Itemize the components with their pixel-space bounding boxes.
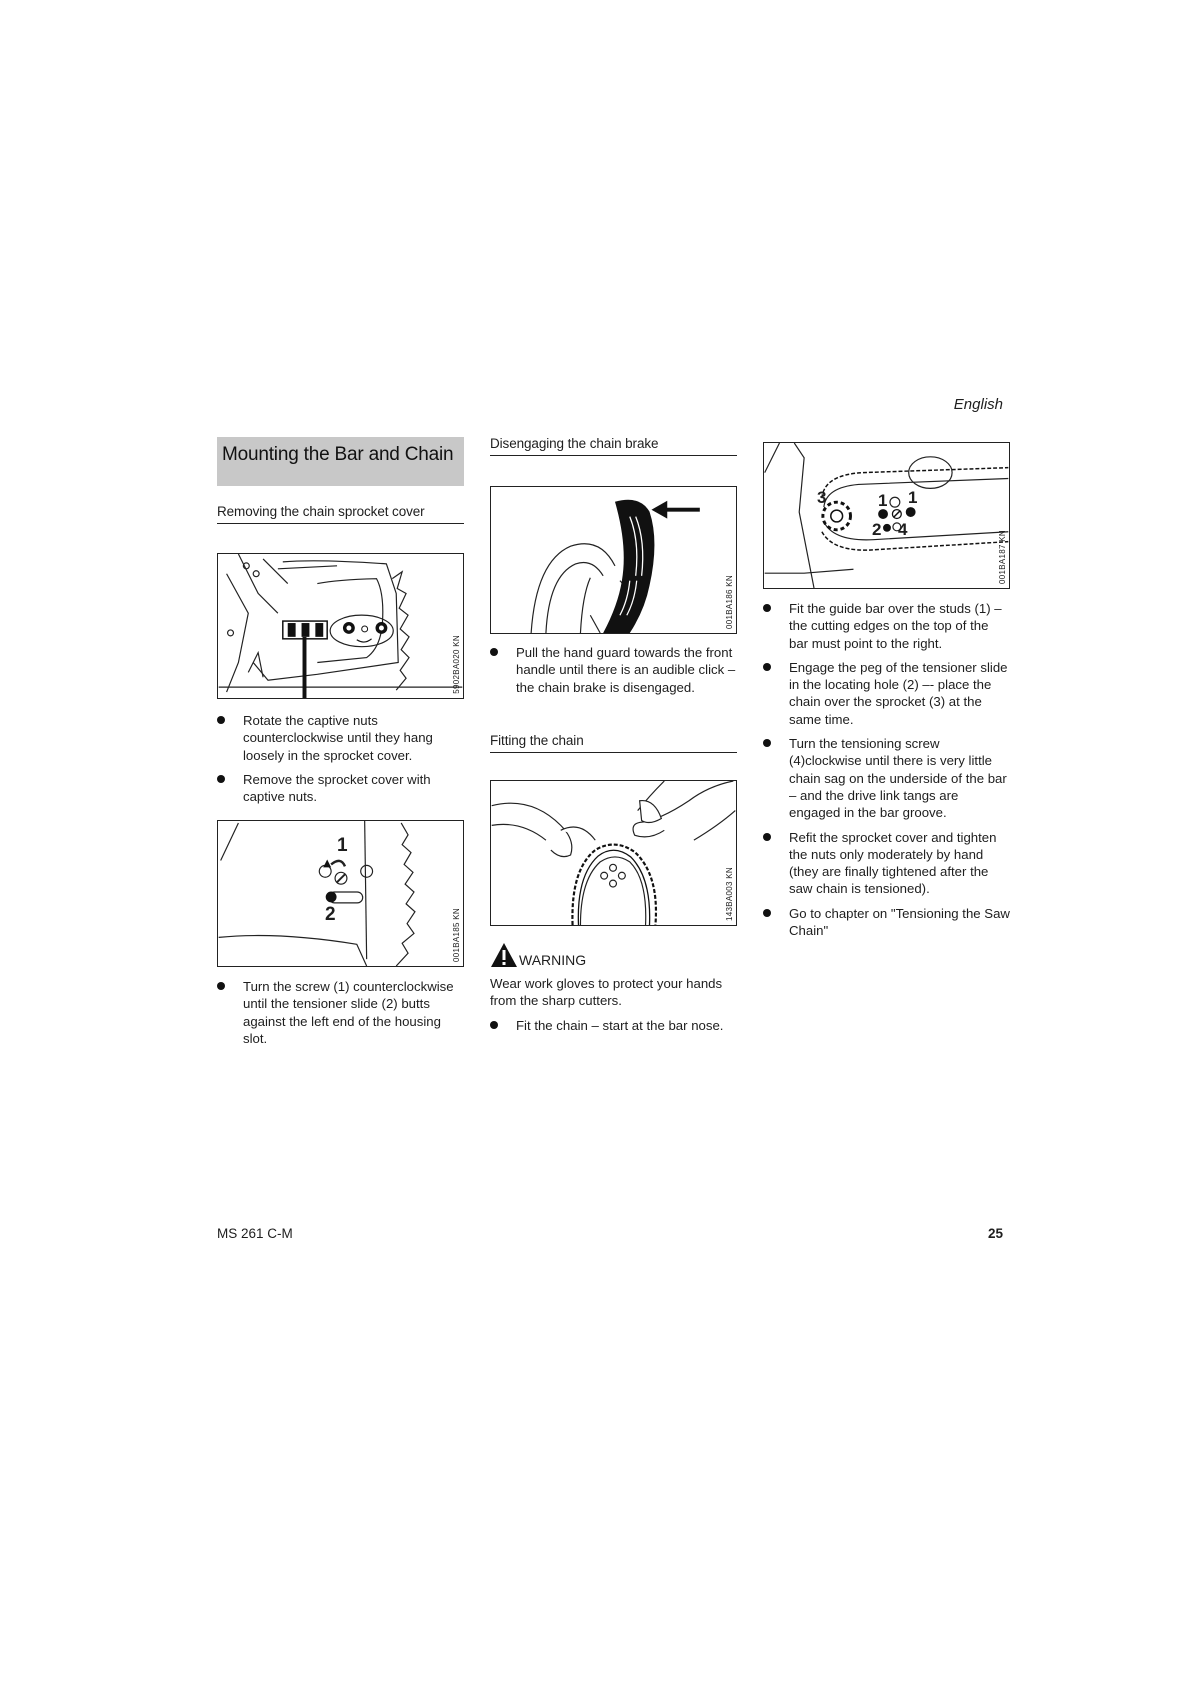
bullet-text: Go to chapter on "Tensioning the Saw Chain"	[789, 905, 1010, 939]
bullet-text: Engage the peg of the tensioner slide in the locating hole (2) –- place the chain over the sprocket (3) at the same time.	[789, 659, 1008, 727]
list-item	[763, 829, 1010, 898]
footer-model: MS 261 C-M	[217, 1226, 293, 1241]
list-item	[217, 978, 464, 1047]
subhead-fitting-chain-wrap	[490, 733, 737, 753]
bullet-icon	[763, 604, 771, 612]
figure-code: 5902BA020 KN	[452, 635, 461, 694]
bullets-1-wrap	[490, 644, 737, 703]
bullet-text: Turn the screw (1) counterclockwise until the tensioner slide (2) butts against the left end of the housing slot.	[243, 979, 454, 1046]
figure-fitting-chain	[490, 780, 737, 926]
callout-label: 2	[325, 904, 336, 925]
bullet-text: Turn the tensioning screw (4)clockwise until there is very little chain sag on the underside of the bar – and the drive link tangs are engaged in the bar groove.	[789, 736, 1007, 821]
col3-bullets-wrap	[763, 600, 1010, 946]
list-item	[763, 905, 1010, 940]
bullet-icon	[217, 775, 225, 783]
page-number: 25	[987, 1226, 1003, 1241]
sprocket-cover-illustration	[218, 554, 463, 698]
column-1	[217, 437, 464, 486]
callout-label: 1	[878, 491, 888, 510]
language-label: English	[953, 396, 1003, 413]
warning-wrap	[490, 942, 737, 1041]
list-item	[763, 735, 1010, 821]
bullet-list	[763, 600, 1010, 939]
warning-icon	[490, 942, 518, 968]
callout-label: 1	[908, 488, 918, 507]
bullet-list	[490, 644, 737, 696]
list-item	[490, 1017, 737, 1034]
subhead-removing-cover: Removing the chain sprocket cover	[217, 504, 464, 524]
bullet-text: Refit the sprocket cover and tighten the nuts only moderately by hand (they are finally tightened after the saw chain is tensioned).	[789, 829, 997, 897]
bullet-text: Fit the guide bar over the studs (1) – the cutting edges on the top of the bar must point to the right.	[789, 601, 1002, 651]
figure-tensioner-screw	[217, 820, 464, 967]
bullet-icon	[763, 663, 771, 671]
list-item	[490, 644, 737, 696]
subhead-removing-cover-wrap	[217, 504, 464, 524]
page-title: Mounting the Bar and Chain	[217, 437, 464, 486]
warning-text: Wear work gloves to protect your hands from the sharp cutters.	[490, 976, 723, 1009]
bullet-list	[217, 978, 464, 1047]
callout-label: 4	[898, 520, 908, 539]
figure-sprocket-cover	[217, 553, 464, 699]
hand-guard-illustration	[491, 487, 736, 633]
bullet-icon	[217, 982, 225, 990]
figure-guide-bar	[763, 442, 1010, 589]
figure-code: 001BA187 KN	[998, 529, 1007, 584]
bullet-icon	[490, 1021, 498, 1029]
callout-label: 1	[337, 835, 348, 856]
list-item	[763, 600, 1010, 652]
list-item	[217, 771, 464, 806]
warning-heading	[490, 942, 737, 968]
figure-chain-brake	[490, 486, 737, 634]
warning-label: WARNING	[519, 952, 587, 968]
bullet-icon	[763, 739, 771, 747]
callout-label: 2	[872, 520, 882, 539]
bullet-text: Pull the hand guard towards the front handle until there is an audible click – the chain brake is disengaged.	[516, 645, 736, 695]
subhead-fitting-chain: Fitting the chain	[490, 733, 737, 753]
bullet-icon	[490, 648, 498, 656]
bullet-text: Remove the sprocket cover with captive nuts.	[243, 771, 431, 805]
chain-fitting-illustration	[491, 781, 736, 925]
guide-bar-illustration	[764, 443, 1009, 588]
figure-code: 001BA186 KN	[725, 574, 734, 629]
figure-code: 143BA003 KN	[725, 866, 734, 921]
bullet-text: Rotate the captive nuts counterclockwise until they hang loosely in the sprocket cover.	[243, 713, 433, 763]
figure-code: 001BA185 KN	[452, 907, 461, 962]
list-item	[217, 712, 464, 764]
subhead-chain-brake-wrap	[490, 436, 737, 456]
bullet-icon	[763, 833, 771, 841]
bullet-text: Fit the chain – start at the bar nose.	[516, 1017, 724, 1033]
bullets-a-wrap	[217, 712, 464, 812]
bullet-icon	[217, 716, 225, 724]
bullet-icon	[763, 909, 771, 917]
bullet-list	[490, 1017, 737, 1034]
callout-label: 3	[817, 488, 827, 507]
list-item	[763, 659, 1010, 728]
bullet-list	[217, 712, 464, 805]
subhead-chain-brake: Disengaging the chain brake	[490, 436, 737, 456]
bullets-b-wrap	[217, 978, 464, 1054]
